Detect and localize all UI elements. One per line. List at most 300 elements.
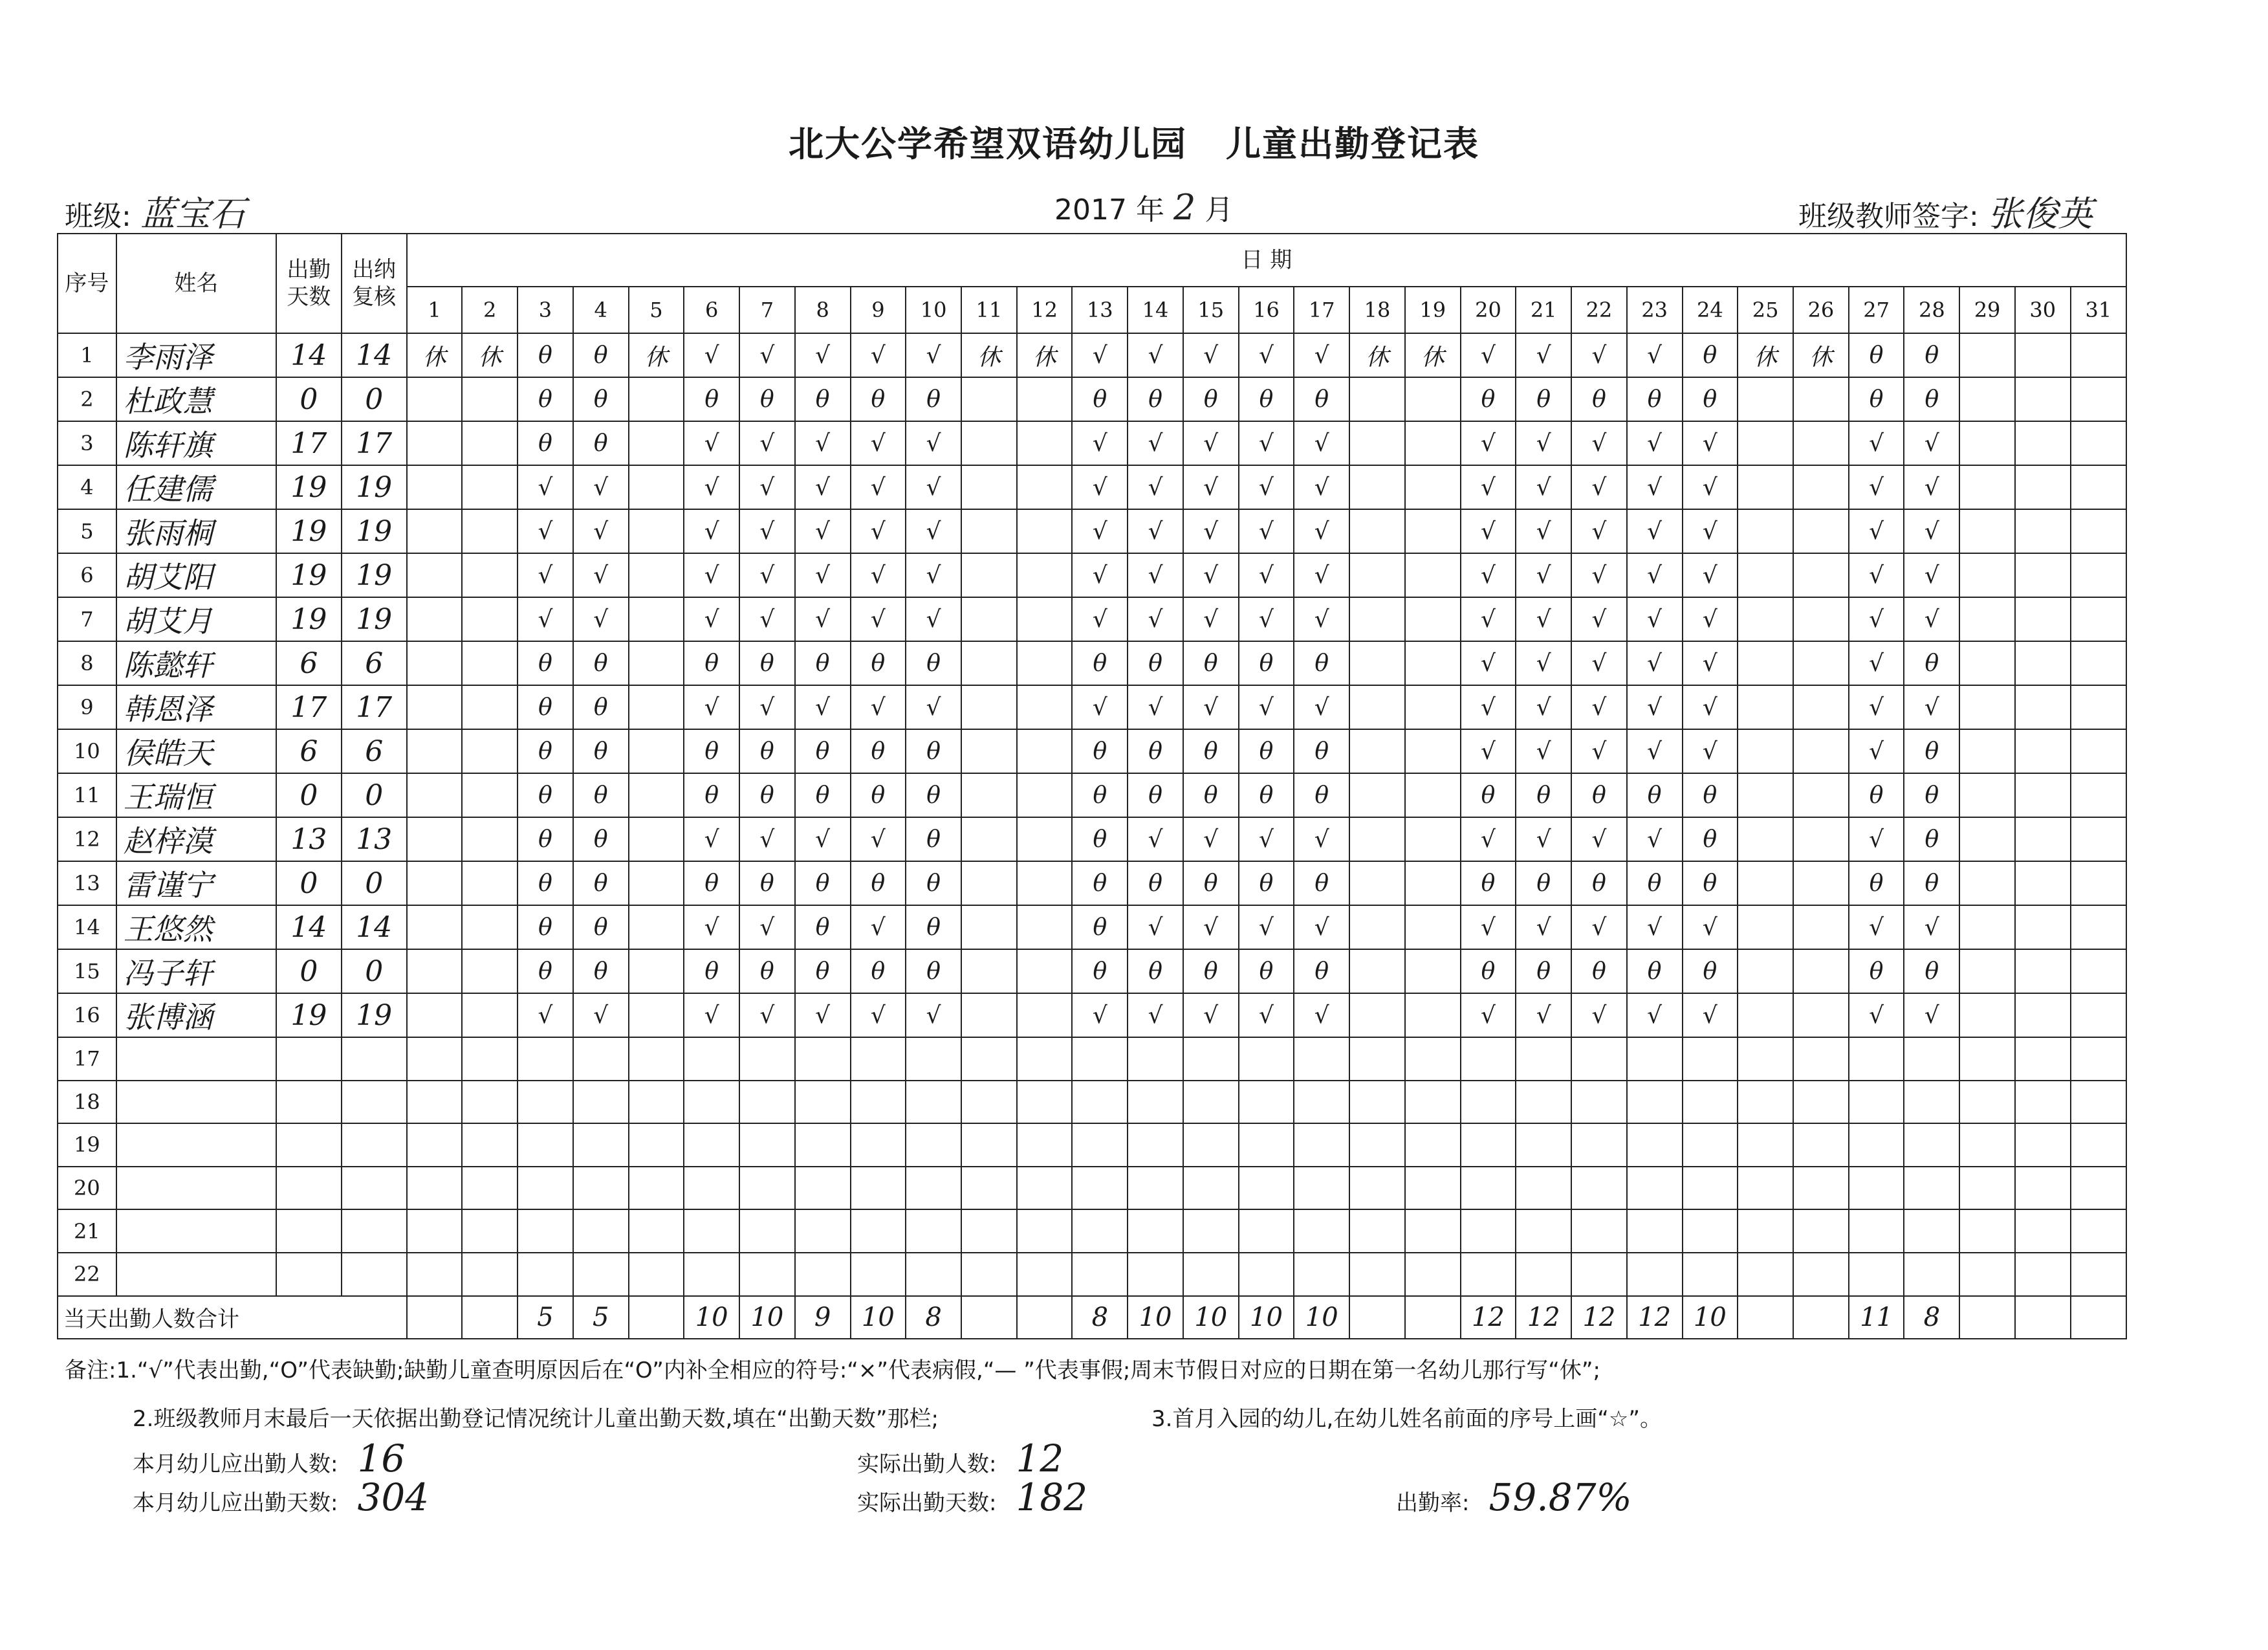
attendance-mark: √ — [1128, 685, 1183, 729]
actual-children-label: 实际出勤人数: — [857, 1451, 997, 1477]
attendance-mark — [1793, 905, 1849, 949]
attendance-mark: √ — [1516, 553, 1571, 597]
attendance-mark — [462, 993, 518, 1037]
attendance-mark: √ — [1904, 993, 1959, 1037]
attendance-days: 17 — [276, 685, 342, 729]
attendance-mark: √ — [1683, 641, 1738, 685]
attendance-mark: θ — [739, 949, 795, 993]
attendance-days: 6 — [276, 729, 342, 773]
attendance-mark — [518, 1037, 573, 1081]
attendance-mark: θ — [851, 861, 906, 905]
attendance-mark — [1571, 1037, 1627, 1081]
attendance-mark — [1793, 377, 1849, 421]
attendance-mark: θ — [739, 377, 795, 421]
note-3: 3.首月入园的幼儿,在幼儿姓名前面的序号上画“☆”。 — [1151, 1406, 1662, 1432]
attendance-mark — [2015, 465, 2071, 509]
attendance-mark — [1183, 1253, 1239, 1296]
day-header: 25 — [1738, 287, 1793, 333]
attendance-mark: √ — [1571, 597, 1627, 641]
attendance-mark — [1461, 1081, 1516, 1124]
attendance-mark — [1738, 597, 1793, 641]
attendance-mark — [629, 949, 684, 993]
daily-total — [961, 1296, 1017, 1339]
attendance-mark — [1516, 1209, 1571, 1253]
attendance-mark: √ — [1128, 993, 1183, 1037]
child-name — [116, 1081, 276, 1124]
attendance-mark — [1683, 1209, 1738, 1253]
attendance-mark: √ — [1239, 817, 1294, 861]
expected-children — [133, 1436, 405, 1480]
header-index: 序号 — [58, 234, 116, 333]
attendance-mark — [1571, 1123, 1627, 1167]
table-row — [58, 1081, 2126, 1124]
attendance-mark — [1294, 1123, 1349, 1167]
attendance-mark — [961, 1037, 1017, 1081]
attendance-mark — [906, 1123, 961, 1167]
attendance-mark: √ — [795, 509, 851, 553]
attendance-mark: √ — [1516, 597, 1571, 641]
year-month — [1054, 186, 1233, 228]
attendance-mark — [2015, 1209, 2071, 1253]
row-index: 17 — [58, 1037, 116, 1081]
child-name: 杜政慧 — [116, 377, 276, 421]
attendance-mark — [961, 1167, 1017, 1210]
class-name: 蓝宝石 — [140, 193, 245, 234]
attendance-mark — [1793, 1123, 1849, 1167]
attendance-mark — [1349, 1037, 1405, 1081]
attendance-mark — [739, 1081, 795, 1124]
attendance-rate-label: 出勤率: — [1396, 1490, 1470, 1516]
attendance-mark — [407, 553, 463, 597]
day-header: 23 — [1627, 287, 1683, 333]
attendance-mark — [2015, 905, 2071, 949]
attendance-mark — [739, 1209, 795, 1253]
attendance-mark — [1793, 861, 1849, 905]
attendance-mark — [1793, 1081, 1849, 1124]
day-header: 6 — [684, 287, 739, 333]
attendance-mark — [1793, 729, 1849, 773]
attendance-mark: √ — [1627, 333, 1683, 377]
actual-days-label: 实际出勤天数: — [857, 1490, 997, 1516]
attendance-mark — [851, 1123, 906, 1167]
attendance-mark — [629, 377, 684, 421]
review-days: 0 — [342, 949, 407, 993]
attendance-mark — [684, 1081, 739, 1124]
attendance-mark: θ — [739, 641, 795, 685]
review-days: 0 — [342, 377, 407, 421]
attendance-mark — [1017, 817, 1073, 861]
attendance-mark: √ — [1461, 553, 1516, 597]
attendance-mark — [1349, 773, 1405, 817]
attendance-mark: θ — [1072, 377, 1128, 421]
attendance-mark: √ — [1571, 729, 1627, 773]
day-header: 26 — [1793, 287, 1849, 333]
attendance-mark: √ — [906, 685, 961, 729]
child-name: 张雨桐 — [116, 509, 276, 553]
attendance-mark — [961, 597, 1017, 641]
attendance-mark — [1959, 333, 2015, 377]
attendance-mark: θ — [1239, 861, 1294, 905]
attendance-mark: √ — [1516, 817, 1571, 861]
day-header: 2 — [462, 287, 518, 333]
row-index: 2 — [58, 377, 116, 421]
attendance-mark: 休 — [1349, 333, 1405, 377]
attendance-mark — [961, 1123, 1017, 1167]
attendance-mark — [1349, 729, 1405, 773]
attendance-mark — [1405, 509, 1461, 553]
attendance-mark — [2015, 421, 2071, 465]
attendance-mark — [1793, 773, 1849, 817]
row-index: 18 — [58, 1081, 116, 1124]
day-header: 10 — [906, 287, 961, 333]
attendance-table — [57, 233, 2127, 1339]
attendance-mark: θ — [1239, 377, 1294, 421]
attendance-mark: √ — [1849, 993, 1904, 1037]
row-index: 11 — [58, 773, 116, 817]
attendance-mark — [2071, 333, 2126, 377]
child-name: 张博涵 — [116, 993, 276, 1037]
child-name — [116, 1167, 276, 1210]
attendance-mark — [1461, 1037, 1516, 1081]
attendance-mark: θ — [1904, 729, 1959, 773]
attendance-mark — [1959, 421, 2015, 465]
attendance-mark: θ — [684, 729, 739, 773]
row-index: 12 — [58, 817, 116, 861]
attendance-mark: 休 — [1738, 333, 1793, 377]
table-row — [58, 1123, 2126, 1167]
attendance-mark: θ — [1627, 949, 1683, 993]
review-days — [342, 1037, 407, 1081]
attendance-mark — [629, 553, 684, 597]
attendance-mark: θ — [1904, 861, 1959, 905]
attendance-mark: θ — [518, 421, 573, 465]
attendance-mark: √ — [739, 333, 795, 377]
day-header: 30 — [2015, 287, 2071, 333]
attendance-mark — [629, 685, 684, 729]
attendance-mark: √ — [518, 465, 573, 509]
attendance-mark — [961, 509, 1017, 553]
attendance-mark: √ — [1571, 465, 1627, 509]
attendance-mark — [1017, 465, 1073, 509]
attendance-mark — [1405, 1037, 1461, 1081]
attendance-days — [276, 1037, 342, 1081]
attendance-mark — [1405, 1123, 1461, 1167]
attendance-mark: √ — [1516, 729, 1571, 773]
daily-total: 10 — [851, 1296, 906, 1339]
row-index: 9 — [58, 685, 116, 729]
attendance-mark — [1405, 597, 1461, 641]
attendance-mark — [1017, 861, 1073, 905]
attendance-mark: √ — [1904, 509, 1959, 553]
attendance-mark: √ — [573, 465, 629, 509]
attendance-mark — [1959, 729, 2015, 773]
attendance-mark — [1239, 1037, 1294, 1081]
attendance-mark — [1349, 641, 1405, 685]
attendance-mark: √ — [1461, 641, 1516, 685]
expected-days-value: 304 — [357, 1475, 430, 1519]
teacher-sign-field — [1798, 186, 2093, 236]
attendance-mark: √ — [1627, 597, 1683, 641]
attendance-mark — [2015, 861, 2071, 905]
attendance-mark — [1793, 509, 1849, 553]
attendance-mark — [961, 817, 1017, 861]
attendance-mark: √ — [1294, 685, 1349, 729]
attendance-mark — [2015, 1123, 2071, 1167]
day-header: 28 — [1904, 287, 1959, 333]
attendance-mark: θ — [1183, 729, 1239, 773]
attendance-mark: √ — [906, 993, 961, 1037]
attendance-mark — [1294, 1037, 1349, 1081]
attendance-mark: θ — [1294, 861, 1349, 905]
attendance-mark: θ — [1461, 773, 1516, 817]
attendance-mark — [2071, 1253, 2126, 1296]
attendance-mark: θ — [1849, 861, 1904, 905]
attendance-mark — [1349, 553, 1405, 597]
teacher-sign-label: 班级教师签字: — [1798, 200, 1979, 233]
daily-total: 10 — [1183, 1296, 1239, 1339]
year-unit: 年 — [1135, 193, 1164, 226]
attendance-mark: θ — [739, 861, 795, 905]
attendance-mark: θ — [518, 861, 573, 905]
attendance-mark — [1349, 465, 1405, 509]
attendance-mark — [1904, 1253, 1959, 1296]
attendance-mark: √ — [851, 597, 906, 641]
attendance-mark — [2071, 1123, 2126, 1167]
attendance-mark: θ — [1627, 773, 1683, 817]
note-2: 2.班级教师月末最后一天依据出勤登记情况统计儿童出勤天数,填在“出勤天数”那栏; — [133, 1406, 939, 1432]
attendance-mark — [407, 1037, 463, 1081]
attendance-mark: √ — [1904, 421, 1959, 465]
review-days: 6 — [342, 641, 407, 685]
attendance-mark — [1461, 1253, 1516, 1296]
attendance-mark: θ — [518, 641, 573, 685]
daily-total — [629, 1296, 684, 1339]
attendance-mark — [629, 905, 684, 949]
child-name — [116, 1037, 276, 1081]
attendance-mark: √ — [1072, 553, 1128, 597]
attendance-mark — [1849, 1253, 1904, 1296]
row-index: 20 — [58, 1167, 116, 1210]
daily-total: 10 — [1239, 1296, 1294, 1339]
review-days: 19 — [342, 553, 407, 597]
daily-total — [1959, 1296, 2015, 1339]
attendance-mark: θ — [518, 949, 573, 993]
attendance-mark: √ — [1571, 553, 1627, 597]
attendance-mark — [1349, 377, 1405, 421]
attendance-mark: θ — [684, 641, 739, 685]
table-row — [58, 729, 2126, 773]
row-index: 21 — [58, 1209, 116, 1253]
attendance-mark — [1959, 773, 2015, 817]
attendance-mark — [629, 817, 684, 861]
attendance-mark — [684, 1253, 739, 1296]
header-days: 出勤天数 — [276, 234, 342, 333]
attendance-mark — [1904, 1123, 1959, 1167]
attendance-mark: θ — [1516, 773, 1571, 817]
attendance-mark — [1349, 861, 1405, 905]
row-index: 3 — [58, 421, 116, 465]
attendance-mark: √ — [1849, 553, 1904, 597]
attendance-mark: √ — [1072, 465, 1128, 509]
attendance-mark: √ — [684, 509, 739, 553]
expected-children-label: 本月幼儿应出勤人数: — [133, 1451, 338, 1477]
attendance-mark: θ — [906, 773, 961, 817]
attendance-mark — [1183, 1081, 1239, 1124]
attendance-mark — [1904, 1167, 1959, 1210]
attendance-mark — [906, 1209, 961, 1253]
attendance-mark — [1349, 597, 1405, 641]
child-name: 任建儒 — [116, 465, 276, 509]
attendance-mark — [462, 1037, 518, 1081]
attendance-mark: √ — [1294, 421, 1349, 465]
attendance-mark — [573, 1123, 629, 1167]
teacher-signature: 张俊英 — [1987, 193, 2093, 234]
attendance-mark — [1405, 993, 1461, 1037]
attendance-mark: √ — [1183, 817, 1239, 861]
attendance-mark — [407, 421, 463, 465]
attendance-mark — [906, 1253, 961, 1296]
child-name: 王悠然 — [116, 905, 276, 949]
attendance-mark — [739, 1167, 795, 1210]
attendance-mark: θ — [1072, 817, 1128, 861]
attendance-mark: √ — [1461, 817, 1516, 861]
review-days: 0 — [342, 773, 407, 817]
attendance-mark: θ — [573, 685, 629, 729]
child-name: 陈轩旗 — [116, 421, 276, 465]
attendance-mark — [1738, 729, 1793, 773]
attendance-mark — [1128, 1209, 1183, 1253]
table-row — [58, 641, 2126, 685]
attendance-mark — [1793, 421, 1849, 465]
attendance-mark: θ — [1849, 773, 1904, 817]
attendance-mark — [1294, 1081, 1349, 1124]
attendance-mark: θ — [1128, 377, 1183, 421]
attendance-mark: θ — [1516, 861, 1571, 905]
attendance-mark: √ — [1239, 333, 1294, 377]
attendance-mark: θ — [518, 685, 573, 729]
attendance-mark: θ — [1627, 377, 1683, 421]
attendance-mark: θ — [518, 729, 573, 773]
attendance-mark — [1017, 1209, 1073, 1253]
attendance-mark — [961, 729, 1017, 773]
attendance-mark — [407, 465, 463, 509]
day-header: 4 — [573, 287, 629, 333]
attendance-mark — [1349, 993, 1405, 1037]
attendance-mark — [1516, 1253, 1571, 1296]
attendance-mark: θ — [906, 817, 961, 861]
attendance-mark — [2015, 817, 2071, 861]
attendance-mark: √ — [1461, 905, 1516, 949]
attendance-mark — [1072, 1037, 1128, 1081]
attendance-mark — [1683, 1081, 1738, 1124]
attendance-mark — [1738, 949, 1793, 993]
attendance-mark — [795, 1123, 851, 1167]
attendance-mark: √ — [1683, 993, 1738, 1037]
review-days — [342, 1209, 407, 1253]
attendance-mark: θ — [906, 641, 961, 685]
daily-total: 8 — [1072, 1296, 1128, 1339]
attendance-mark: √ — [1683, 597, 1738, 641]
attendance-mark: θ — [1683, 817, 1738, 861]
attendance-mark — [407, 993, 463, 1037]
attendance-mark — [1793, 949, 1849, 993]
attendance-mark — [462, 1253, 518, 1296]
attendance-mark — [1738, 993, 1793, 1037]
table-row — [58, 465, 2126, 509]
review-days: 19 — [342, 597, 407, 641]
attendance-mark: θ — [1849, 377, 1904, 421]
attendance-mark: √ — [1183, 553, 1239, 597]
attendance-mark: √ — [1904, 553, 1959, 597]
attendance-mark: θ — [1683, 377, 1738, 421]
attendance-days: 0 — [276, 773, 342, 817]
attendance-mark — [1959, 1123, 2015, 1167]
attendance-mark — [1017, 773, 1073, 817]
attendance-days: 17 — [276, 421, 342, 465]
attendance-mark: √ — [518, 993, 573, 1037]
attendance-mark — [2071, 685, 2126, 729]
attendance-mark — [629, 1081, 684, 1124]
attendance-mark: √ — [906, 553, 961, 597]
attendance-mark — [684, 1037, 739, 1081]
attendance-mark — [1959, 1037, 2015, 1081]
attendance-mark — [462, 685, 518, 729]
attendance-mark — [1294, 1167, 1349, 1210]
attendance-mark — [1738, 817, 1793, 861]
attendance-mark: √ — [739, 597, 795, 641]
attendance-mark — [1017, 949, 1073, 993]
attendance-mark: √ — [906, 465, 961, 509]
child-name: 李雨泽 — [116, 333, 276, 377]
month-value: 2 — [1173, 187, 1196, 228]
note-1: 备注:1.“√”代表出勤,“O”代表缺勤;缺勤儿童查明原因后在“O”内补全相应的符号:“×”代表病假,“— ”代表事假;周末节假日对应的日期在第一名幼儿那行写“休”; — [65, 1358, 1600, 1383]
review-days — [342, 1123, 407, 1167]
attendance-mark — [961, 993, 1017, 1037]
attendance-mark: √ — [1461, 993, 1516, 1037]
attendance-mark: θ — [906, 905, 961, 949]
attendance-mark: √ — [795, 597, 851, 641]
attendance-mark: θ — [851, 641, 906, 685]
attendance-mark — [1017, 1123, 1073, 1167]
attendance-mark — [407, 1081, 463, 1124]
day-header: 19 — [1405, 287, 1461, 333]
row-index: 19 — [58, 1123, 116, 1167]
attendance-mark — [1793, 553, 1849, 597]
attendance-mark: √ — [1627, 993, 1683, 1037]
day-header: 17 — [1294, 287, 1349, 333]
daily-total: 10 — [739, 1296, 795, 1339]
attendance-mark — [1571, 1209, 1627, 1253]
attendance-mark: θ — [1461, 949, 1516, 993]
daily-total: 12 — [1571, 1296, 1627, 1339]
attendance-mark: θ — [1294, 773, 1349, 817]
attendance-mark: θ — [573, 861, 629, 905]
attendance-mark: √ — [1627, 905, 1683, 949]
attendance-days: 0 — [276, 377, 342, 421]
attendance-mark — [1239, 1209, 1294, 1253]
attendance-mark: √ — [1128, 333, 1183, 377]
attendance-mark — [407, 1209, 463, 1253]
attendance-mark — [1405, 377, 1461, 421]
attendance-mark — [2015, 509, 2071, 553]
daily-total — [1738, 1296, 1793, 1339]
table-row — [58, 377, 2126, 421]
day-header: 7 — [739, 287, 795, 333]
attendance-mark — [2015, 993, 2071, 1037]
attendance-mark: √ — [1627, 685, 1683, 729]
attendance-mark: √ — [1571, 993, 1627, 1037]
row-index: 15 — [58, 949, 116, 993]
